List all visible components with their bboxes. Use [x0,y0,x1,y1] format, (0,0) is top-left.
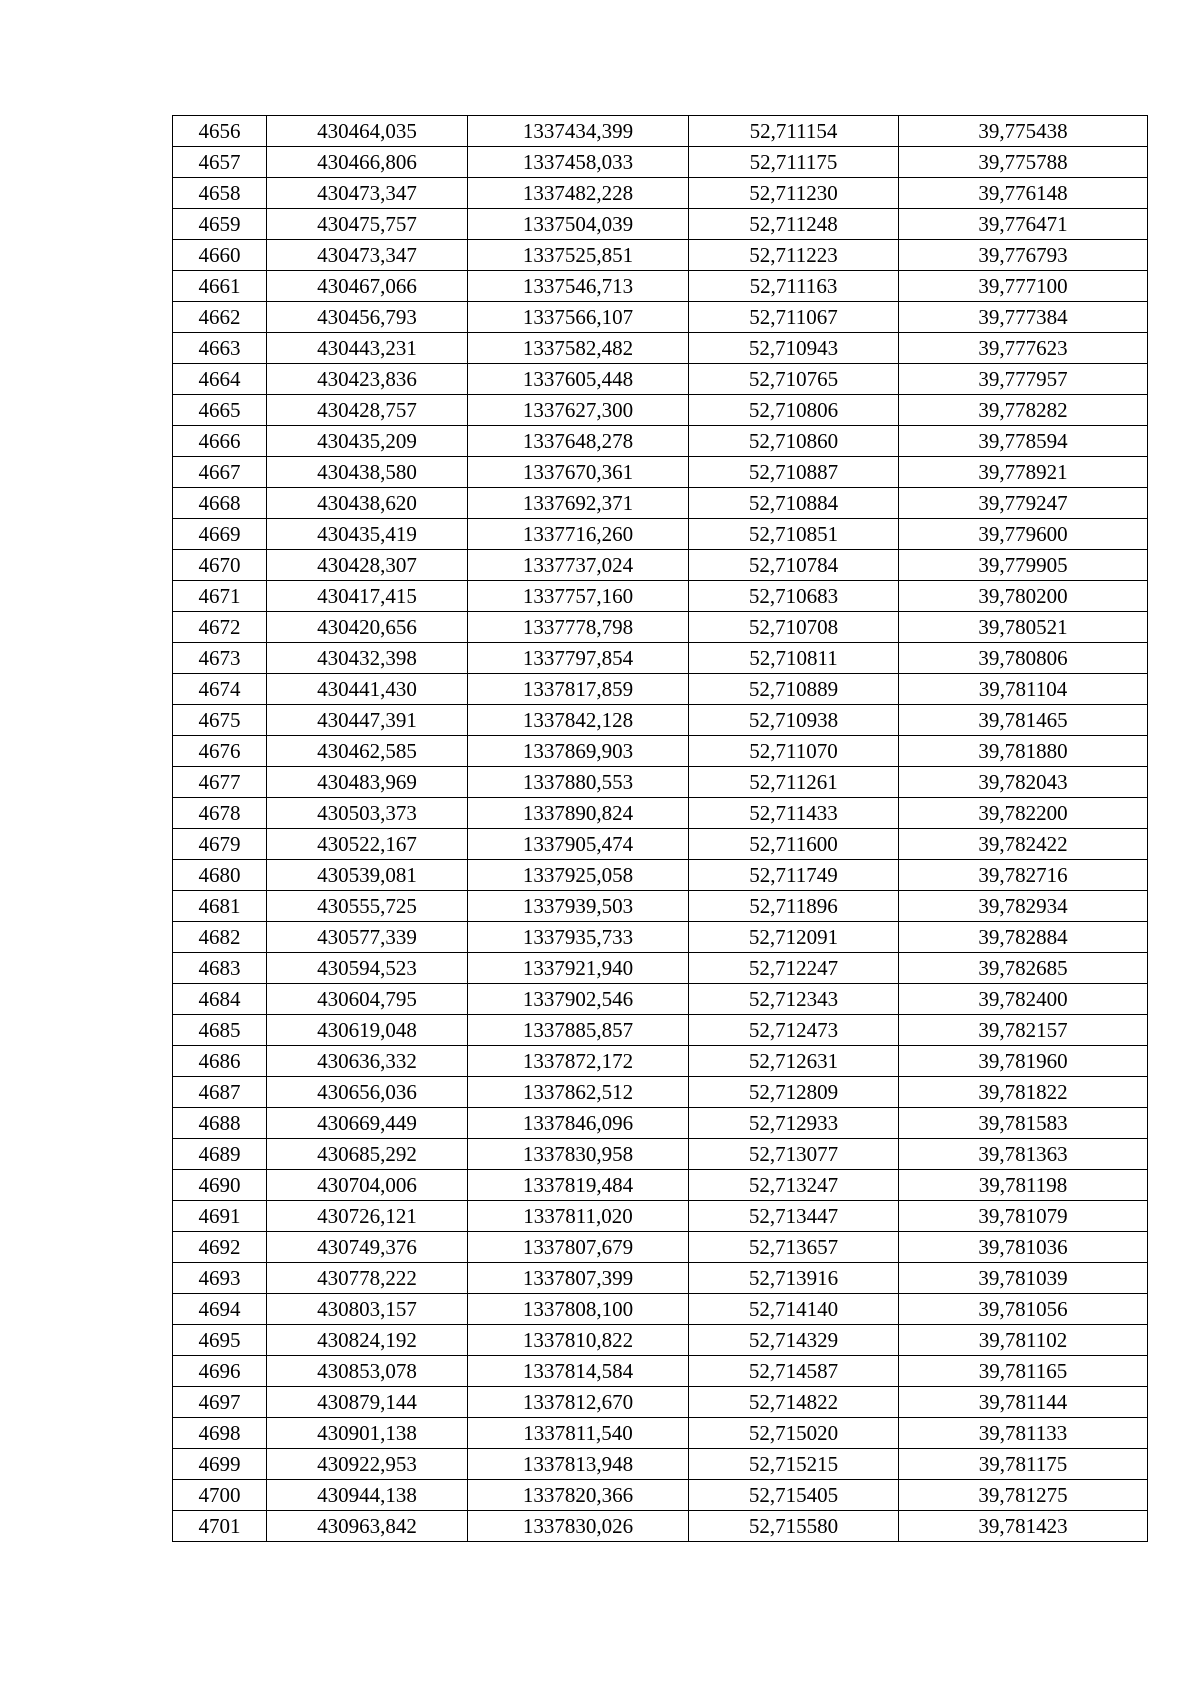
point-number-cell: 4658 [173,178,267,209]
point-number-cell: 4659 [173,209,267,240]
y-coordinate-cell: 1337504,039 [468,209,689,240]
x-coordinate-cell: 430824,192 [267,1325,468,1356]
x-coordinate-cell: 430555,725 [267,891,468,922]
y-coordinate-cell: 1337939,503 [468,891,689,922]
y-coordinate-cell: 1337716,260 [468,519,689,550]
table-row [173,519,1148,550]
latitude-cell: 52,710806 [689,395,899,426]
latitude-cell: 52,711261 [689,767,899,798]
y-coordinate-cell: 1337525,851 [468,240,689,271]
longitude-cell: 39,781144 [899,1387,1148,1418]
table-row [173,767,1148,798]
x-coordinate-cell: 430503,373 [267,798,468,829]
longitude-cell: 39,782934 [899,891,1148,922]
point-number-cell: 4698 [173,1418,267,1449]
x-coordinate-cell: 430726,121 [267,1201,468,1232]
x-coordinate-cell: 430475,757 [267,209,468,240]
point-number-cell: 4699 [173,1449,267,1480]
longitude-cell: 39,776471 [899,209,1148,240]
point-number-cell: 4670 [173,550,267,581]
point-number-cell: 4686 [173,1046,267,1077]
y-coordinate-cell: 1337757,160 [468,581,689,612]
point-number-cell: 4660 [173,240,267,271]
latitude-cell: 52,713447 [689,1201,899,1232]
point-number-cell: 4678 [173,798,267,829]
x-coordinate-cell: 430464,035 [267,116,468,147]
x-coordinate-cell: 430466,806 [267,147,468,178]
longitude-cell: 39,779905 [899,550,1148,581]
table-row [173,426,1148,457]
longitude-cell: 39,781583 [899,1108,1148,1139]
y-coordinate-cell: 1337605,448 [468,364,689,395]
latitude-cell: 52,711070 [689,736,899,767]
longitude-cell: 39,781198 [899,1170,1148,1201]
x-coordinate-cell: 430704,006 [267,1170,468,1201]
table-row [173,1201,1148,1232]
table-row [173,550,1148,581]
x-coordinate-cell: 430778,222 [267,1263,468,1294]
longitude-cell: 39,782157 [899,1015,1148,1046]
latitude-cell: 52,715215 [689,1449,899,1480]
point-number-cell: 4700 [173,1480,267,1511]
y-coordinate-cell: 1337546,713 [468,271,689,302]
point-number-cell: 4679 [173,829,267,860]
table-row [173,643,1148,674]
table-row [173,1294,1148,1325]
x-coordinate-cell: 430619,048 [267,1015,468,1046]
longitude-cell: 39,782422 [899,829,1148,860]
longitude-cell: 39,778594 [899,426,1148,457]
longitude-cell: 39,777384 [899,302,1148,333]
latitude-cell: 52,713657 [689,1232,899,1263]
y-coordinate-cell: 1337458,033 [468,147,689,178]
table-row [173,1449,1148,1480]
table-row [173,147,1148,178]
table-row [173,395,1148,426]
y-coordinate-cell: 1337902,546 [468,984,689,1015]
x-coordinate-cell: 430420,656 [267,612,468,643]
point-number-cell: 4664 [173,364,267,395]
x-coordinate-cell: 430803,157 [267,1294,468,1325]
table-row [173,612,1148,643]
point-number-cell: 4666 [173,426,267,457]
longitude-cell: 39,781465 [899,705,1148,736]
longitude-cell: 39,782200 [899,798,1148,829]
x-coordinate-cell: 430443,231 [267,333,468,364]
point-number-cell: 4701 [173,1511,267,1542]
latitude-cell: 52,714140 [689,1294,899,1325]
y-coordinate-cell: 1337819,484 [468,1170,689,1201]
longitude-cell: 39,782685 [899,953,1148,984]
longitude-cell: 39,779247 [899,488,1148,519]
longitude-cell: 39,777957 [899,364,1148,395]
point-number-cell: 4656 [173,116,267,147]
point-number-cell: 4680 [173,860,267,891]
x-coordinate-cell: 430594,523 [267,953,468,984]
longitude-cell: 39,780806 [899,643,1148,674]
y-coordinate-cell: 1337885,857 [468,1015,689,1046]
y-coordinate-cell: 1337820,366 [468,1480,689,1511]
table-row [173,333,1148,364]
latitude-cell: 52,712933 [689,1108,899,1139]
point-number-cell: 4697 [173,1387,267,1418]
table-row [173,1325,1148,1356]
x-coordinate-cell: 430901,138 [267,1418,468,1449]
longitude-cell: 39,776148 [899,178,1148,209]
y-coordinate-cell: 1337812,670 [468,1387,689,1418]
longitude-cell: 39,781079 [899,1201,1148,1232]
x-coordinate-cell: 430423,836 [267,364,468,395]
latitude-cell: 52,710811 [689,643,899,674]
y-coordinate-cell: 1337434,399 [468,116,689,147]
latitude-cell: 52,712343 [689,984,899,1015]
point-number-cell: 4662 [173,302,267,333]
x-coordinate-cell: 430435,209 [267,426,468,457]
longitude-cell: 39,782043 [899,767,1148,798]
latitude-cell: 52,710938 [689,705,899,736]
point-number-cell: 4695 [173,1325,267,1356]
table-row [173,953,1148,984]
longitude-cell: 39,777623 [899,333,1148,364]
y-coordinate-cell: 1337566,107 [468,302,689,333]
table-row [173,1077,1148,1108]
point-number-cell: 4693 [173,1263,267,1294]
y-coordinate-cell: 1337807,399 [468,1263,689,1294]
table-row [173,1232,1148,1263]
y-coordinate-cell: 1337869,903 [468,736,689,767]
x-coordinate-cell: 430467,066 [267,271,468,302]
latitude-cell: 52,714587 [689,1356,899,1387]
latitude-cell: 52,715405 [689,1480,899,1511]
latitude-cell: 52,710860 [689,426,899,457]
point-number-cell: 4687 [173,1077,267,1108]
y-coordinate-cell: 1337846,096 [468,1108,689,1139]
x-coordinate-cell: 430604,795 [267,984,468,1015]
table-row [173,891,1148,922]
x-coordinate-cell: 430432,398 [267,643,468,674]
x-coordinate-cell: 430462,585 [267,736,468,767]
latitude-cell: 52,712091 [689,922,899,953]
point-number-cell: 4665 [173,395,267,426]
table-row [173,1139,1148,1170]
table-row [173,1263,1148,1294]
latitude-cell: 52,712247 [689,953,899,984]
x-coordinate-cell: 430922,953 [267,1449,468,1480]
longitude-cell: 39,781822 [899,1077,1148,1108]
longitude-cell: 39,781039 [899,1263,1148,1294]
x-coordinate-cell: 430473,347 [267,178,468,209]
point-number-cell: 4661 [173,271,267,302]
point-number-cell: 4677 [173,767,267,798]
latitude-cell: 52,710851 [689,519,899,550]
x-coordinate-cell: 430435,419 [267,519,468,550]
y-coordinate-cell: 1337778,798 [468,612,689,643]
latitude-cell: 52,710765 [689,364,899,395]
latitude-cell: 52,711067 [689,302,899,333]
longitude-cell: 39,781363 [899,1139,1148,1170]
point-number-cell: 4688 [173,1108,267,1139]
latitude-cell: 52,711154 [689,116,899,147]
y-coordinate-cell: 1337830,958 [468,1139,689,1170]
x-coordinate-cell: 430636,332 [267,1046,468,1077]
latitude-cell: 52,714329 [689,1325,899,1356]
x-coordinate-cell: 430879,144 [267,1387,468,1418]
latitude-cell: 52,711749 [689,860,899,891]
latitude-cell: 52,711600 [689,829,899,860]
table-row [173,488,1148,519]
table-row [173,1046,1148,1077]
y-coordinate-cell: 1337814,584 [468,1356,689,1387]
longitude-cell: 39,779600 [899,519,1148,550]
y-coordinate-cell: 1337737,024 [468,550,689,581]
longitude-cell: 39,781175 [899,1449,1148,1480]
point-number-cell: 4657 [173,147,267,178]
table-row [173,364,1148,395]
longitude-cell: 39,781104 [899,674,1148,705]
point-number-cell: 4684 [173,984,267,1015]
x-coordinate-cell: 430669,449 [267,1108,468,1139]
latitude-cell: 52,710784 [689,550,899,581]
y-coordinate-cell: 1337627,300 [468,395,689,426]
x-coordinate-cell: 430577,339 [267,922,468,953]
x-coordinate-cell: 430456,793 [267,302,468,333]
latitude-cell: 52,715580 [689,1511,899,1542]
y-coordinate-cell: 1337810,822 [468,1325,689,1356]
latitude-cell: 52,713077 [689,1139,899,1170]
longitude-cell: 39,776793 [899,240,1148,271]
longitude-cell: 39,781036 [899,1232,1148,1263]
y-coordinate-cell: 1337921,940 [468,953,689,984]
point-number-cell: 4690 [173,1170,267,1201]
longitude-cell: 39,781960 [899,1046,1148,1077]
latitude-cell: 52,710708 [689,612,899,643]
latitude-cell: 52,712473 [689,1015,899,1046]
point-number-cell: 4673 [173,643,267,674]
latitude-cell: 52,712809 [689,1077,899,1108]
longitude-cell: 39,782884 [899,922,1148,953]
x-coordinate-cell: 430438,580 [267,457,468,488]
x-coordinate-cell: 430944,138 [267,1480,468,1511]
y-coordinate-cell: 1337880,553 [468,767,689,798]
y-coordinate-cell: 1337670,361 [468,457,689,488]
point-number-cell: 4696 [173,1356,267,1387]
table-row [173,829,1148,860]
latitude-cell: 52,713916 [689,1263,899,1294]
y-coordinate-cell: 1337813,948 [468,1449,689,1480]
table-row [173,1387,1148,1418]
y-coordinate-cell: 1337872,172 [468,1046,689,1077]
latitude-cell: 52,710943 [689,333,899,364]
point-number-cell: 4691 [173,1201,267,1232]
point-number-cell: 4676 [173,736,267,767]
x-coordinate-cell: 430438,620 [267,488,468,519]
y-coordinate-cell: 1337648,278 [468,426,689,457]
x-coordinate-cell: 430656,036 [267,1077,468,1108]
point-number-cell: 4692 [173,1232,267,1263]
table-row [173,240,1148,271]
longitude-cell: 39,777100 [899,271,1148,302]
x-coordinate-cell: 430483,969 [267,767,468,798]
table-row [173,1511,1148,1542]
latitude-cell: 52,711248 [689,209,899,240]
y-coordinate-cell: 1337482,228 [468,178,689,209]
longitude-cell: 39,775788 [899,147,1148,178]
table-row [173,457,1148,488]
latitude-cell: 52,711433 [689,798,899,829]
y-coordinate-cell: 1337807,679 [468,1232,689,1263]
x-coordinate-cell: 430685,292 [267,1139,468,1170]
table-row [173,178,1148,209]
latitude-cell: 52,710889 [689,674,899,705]
table-row [173,1015,1148,1046]
table-row [173,1418,1148,1449]
longitude-cell: 39,781880 [899,736,1148,767]
point-number-cell: 4667 [173,457,267,488]
x-coordinate-cell: 430447,391 [267,705,468,736]
y-coordinate-cell: 1337811,020 [468,1201,689,1232]
y-coordinate-cell: 1337830,026 [468,1511,689,1542]
y-coordinate-cell: 1337935,733 [468,922,689,953]
point-number-cell: 4668 [173,488,267,519]
y-coordinate-cell: 1337862,512 [468,1077,689,1108]
table-row [173,1170,1148,1201]
y-coordinate-cell: 1337890,824 [468,798,689,829]
table-row [173,984,1148,1015]
point-number-cell: 4683 [173,953,267,984]
point-number-cell: 4663 [173,333,267,364]
latitude-cell: 52,710884 [689,488,899,519]
table-row [173,922,1148,953]
point-number-cell: 4672 [173,612,267,643]
longitude-cell: 39,781165 [899,1356,1148,1387]
point-number-cell: 4681 [173,891,267,922]
x-coordinate-cell: 430749,376 [267,1232,468,1263]
y-coordinate-cell: 1337811,540 [468,1418,689,1449]
longitude-cell: 39,781423 [899,1511,1148,1542]
point-number-cell: 4682 [173,922,267,953]
longitude-cell: 39,778282 [899,395,1148,426]
longitude-cell: 39,780521 [899,612,1148,643]
table-row [173,1480,1148,1511]
longitude-cell: 39,781133 [899,1418,1148,1449]
table-row [173,674,1148,705]
coordinates-table [172,115,1148,1542]
x-coordinate-cell: 430428,757 [267,395,468,426]
longitude-cell: 39,781102 [899,1325,1148,1356]
longitude-cell: 39,778921 [899,457,1148,488]
y-coordinate-cell: 1337842,128 [468,705,689,736]
point-number-cell: 4689 [173,1139,267,1170]
latitude-cell: 52,714822 [689,1387,899,1418]
latitude-cell: 52,711896 [689,891,899,922]
table-row [173,302,1148,333]
point-number-cell: 4674 [173,674,267,705]
table-row [173,271,1148,302]
latitude-cell: 52,712631 [689,1046,899,1077]
x-coordinate-cell: 430441,430 [267,674,468,705]
point-number-cell: 4669 [173,519,267,550]
y-coordinate-cell: 1337817,859 [468,674,689,705]
table-row [173,1108,1148,1139]
longitude-cell: 39,780200 [899,581,1148,612]
point-number-cell: 4694 [173,1294,267,1325]
table-row [173,860,1148,891]
x-coordinate-cell: 430428,307 [267,550,468,581]
table-row [173,209,1148,240]
latitude-cell: 52,710683 [689,581,899,612]
table-row [173,116,1148,147]
point-number-cell: 4671 [173,581,267,612]
table-row [173,798,1148,829]
latitude-cell: 52,711223 [689,240,899,271]
x-coordinate-cell: 430853,078 [267,1356,468,1387]
x-coordinate-cell: 430522,167 [267,829,468,860]
x-coordinate-cell: 430539,081 [267,860,468,891]
y-coordinate-cell: 1337797,854 [468,643,689,674]
y-coordinate-cell: 1337925,058 [468,860,689,891]
table-row [173,705,1148,736]
y-coordinate-cell: 1337808,100 [468,1294,689,1325]
table-row [173,736,1148,767]
longitude-cell: 39,782716 [899,860,1148,891]
latitude-cell: 52,713247 [689,1170,899,1201]
point-number-cell: 4675 [173,705,267,736]
longitude-cell: 39,782400 [899,984,1148,1015]
latitude-cell: 52,715020 [689,1418,899,1449]
longitude-cell: 39,775438 [899,116,1148,147]
x-coordinate-cell: 430473,347 [267,240,468,271]
x-coordinate-cell: 430963,842 [267,1511,468,1542]
point-number-cell: 4685 [173,1015,267,1046]
y-coordinate-cell: 1337905,474 [468,829,689,860]
table-row [173,1356,1148,1387]
latitude-cell: 52,711175 [689,147,899,178]
longitude-cell: 39,781275 [899,1480,1148,1511]
x-coordinate-cell: 430417,415 [267,581,468,612]
latitude-cell: 52,710887 [689,457,899,488]
longitude-cell: 39,781056 [899,1294,1148,1325]
latitude-cell: 52,711163 [689,271,899,302]
y-coordinate-cell: 1337692,371 [468,488,689,519]
latitude-cell: 52,711230 [689,178,899,209]
y-coordinate-cell: 1337582,482 [468,333,689,364]
table-row [173,581,1148,612]
coordinates-table-body [173,116,1148,1542]
